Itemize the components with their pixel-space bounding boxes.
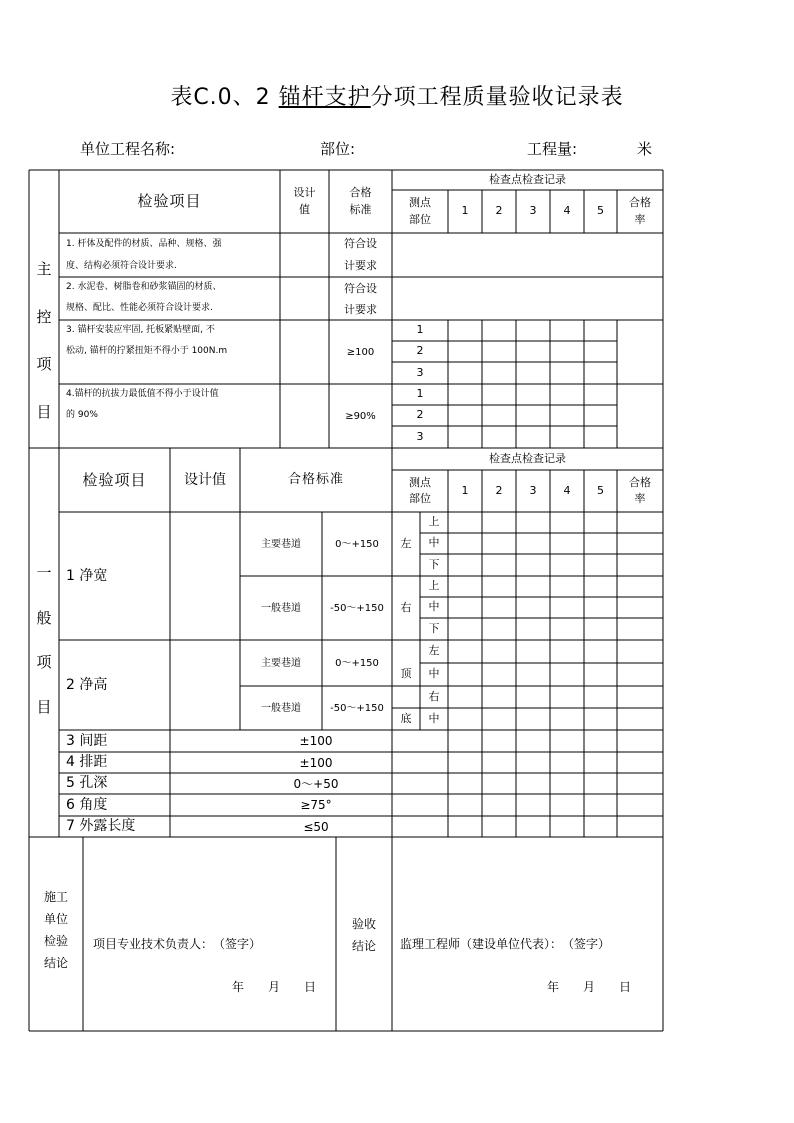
- title-underlined: 锚杆支护: [278, 85, 371, 110]
- general-col-item: 检验项目: [82, 470, 147, 489]
- main-col-3: 3: [529, 204, 537, 218]
- main-row-3-point-1: 1: [416, 323, 424, 337]
- general-side-label: 一 般 项 目: [36, 564, 52, 716]
- main-col-point: 测点 部位: [409, 196, 431, 226]
- general-col-5: 5: [597, 483, 604, 497]
- height-top-right: 右: [428, 689, 440, 703]
- height-top-mid: 中: [428, 667, 440, 681]
- width-right-mid: 中: [428, 600, 440, 614]
- date-right: 年 月 日: [547, 980, 632, 994]
- spacing-standard: ±100: [299, 734, 333, 748]
- exposed-length-standard: ≤50: [303, 819, 329, 834]
- width-item: 1 净宽: [66, 567, 108, 584]
- width-left: 左: [400, 536, 412, 550]
- height-main-lane: 主要巷道: [261, 657, 301, 669]
- main-side-label: 主 控 项 目: [36, 260, 52, 421]
- main-col-standard: 合格 标准: [349, 186, 372, 216]
- height-bottom: 底: [400, 711, 412, 725]
- main-col-records: 检查点检查记录: [489, 172, 566, 186]
- general-col-4: 4: [563, 483, 571, 497]
- general-col-3: 3: [529, 483, 537, 497]
- title-prefix: 表C.0、2: [170, 85, 279, 110]
- height-bottom-mid: 中: [428, 711, 440, 725]
- supervisor-signature: 监理工程师（建设单位代表）： （签字）: [400, 937, 611, 951]
- main-row-3-item: 3. 锚杆安装应牢固, 托板紧贴壁面, 不 松动, 锚杆的拧紧扭矩不得小于 100N.m: [66, 325, 228, 356]
- width-left-up: 上: [428, 515, 440, 529]
- tech-person-signature: 项目专业技术负责人： （签字）: [93, 937, 262, 951]
- width-general-lane: 一般巷道: [261, 602, 301, 614]
- main-row-1-standard: 符合设 计要求: [344, 237, 377, 272]
- hole-depth-standard: 0～+50: [293, 776, 339, 791]
- general-col-point: 测点 部位: [409, 475, 431, 505]
- general-col-design: 设计值: [184, 471, 226, 488]
- main-row-4-standard: ≥90%: [345, 410, 376, 422]
- row-spacing-item: 4 排距: [66, 754, 108, 770]
- general-col-2: 2: [495, 483, 503, 497]
- location-label: 部位:: [320, 140, 356, 158]
- main-col-rate: 合格 率: [629, 196, 651, 226]
- width-right-up: 上: [428, 579, 440, 593]
- main-row-3-point-2: 2: [416, 344, 424, 358]
- spacing-item: 3 间距: [66, 732, 108, 749]
- main-row-3-standard: ≥100: [346, 346, 375, 358]
- height-top-left: 左: [428, 644, 440, 658]
- main-row-2-standard: 符合设 计要求: [344, 281, 377, 316]
- row-spacing-standard: ±100: [299, 755, 333, 770]
- main-row-1-item: 1. 杆体及配件的材质、品种、规格、强 度、结构必须符合设计要求.: [66, 239, 222, 271]
- quantity-label: 工程量:: [527, 140, 578, 158]
- main-row-4-point-1: 1: [416, 387, 424, 401]
- unit-name-label: 单位工程名称:: [80, 140, 176, 158]
- main-row-2-item: 2. 水泥卷、树脂卷和砂浆锚固的材质、 规格、配比、性能必须符合设计要求.: [66, 282, 222, 313]
- width-left-mid: 中: [428, 536, 440, 550]
- width-left-down: 下: [428, 557, 440, 571]
- main-col-item: 检验项目: [137, 192, 202, 211]
- exposed-length-item: 7 外露长度: [66, 818, 136, 834]
- height-top: 顶: [400, 666, 412, 680]
- height-item: 2 净高: [66, 676, 108, 693]
- height-general-range: -50～+150: [330, 702, 384, 714]
- height-main-range: 0～+150: [335, 657, 379, 669]
- date-left: 年 月 日: [232, 980, 317, 994]
- construction-label: 施工 单位 检验 结论: [43, 890, 68, 970]
- angle-standard: ≥75°: [300, 798, 332, 812]
- height-general-lane: 一般巷道: [261, 702, 301, 714]
- general-col-standard: 合格标准: [287, 472, 344, 488]
- width-general-range: -50～+150: [330, 602, 384, 614]
- main-col-4: 4: [563, 204, 571, 218]
- hole-depth-item: 5 孔深: [66, 775, 108, 791]
- acceptance-label: 验收 结论: [351, 917, 376, 953]
- quantity-unit: 米: [637, 140, 653, 158]
- main-row-4-point-3: 3: [416, 429, 424, 443]
- main-col-1: 1: [461, 204, 469, 218]
- general-col-1: 1: [461, 483, 469, 497]
- angle-item: 6 角度: [66, 796, 108, 813]
- main-row-4-item: 4.锚杆的抗拔力最低值不得小于设计值 的 90%: [66, 389, 219, 420]
- width-main-range: 0～+150: [335, 538, 379, 550]
- title-suffix: 分项工程质量验收记录表: [370, 85, 624, 110]
- general-col-rate: 合格 率: [629, 475, 651, 505]
- width-main-lane: 主要巷道: [261, 538, 301, 550]
- main-col-design: 设计 值: [293, 186, 316, 216]
- width-right-down: 下: [428, 621, 440, 635]
- page-title: [0, 80, 794, 111]
- main-row-4-point-2: 2: [416, 408, 424, 422]
- width-right: 右: [400, 600, 412, 614]
- main-row-3-point-3: 3: [416, 365, 424, 379]
- main-col-2: 2: [495, 204, 503, 218]
- main-col-5: 5: [597, 204, 604, 218]
- general-col-records: 检查点检查记录: [489, 451, 566, 465]
